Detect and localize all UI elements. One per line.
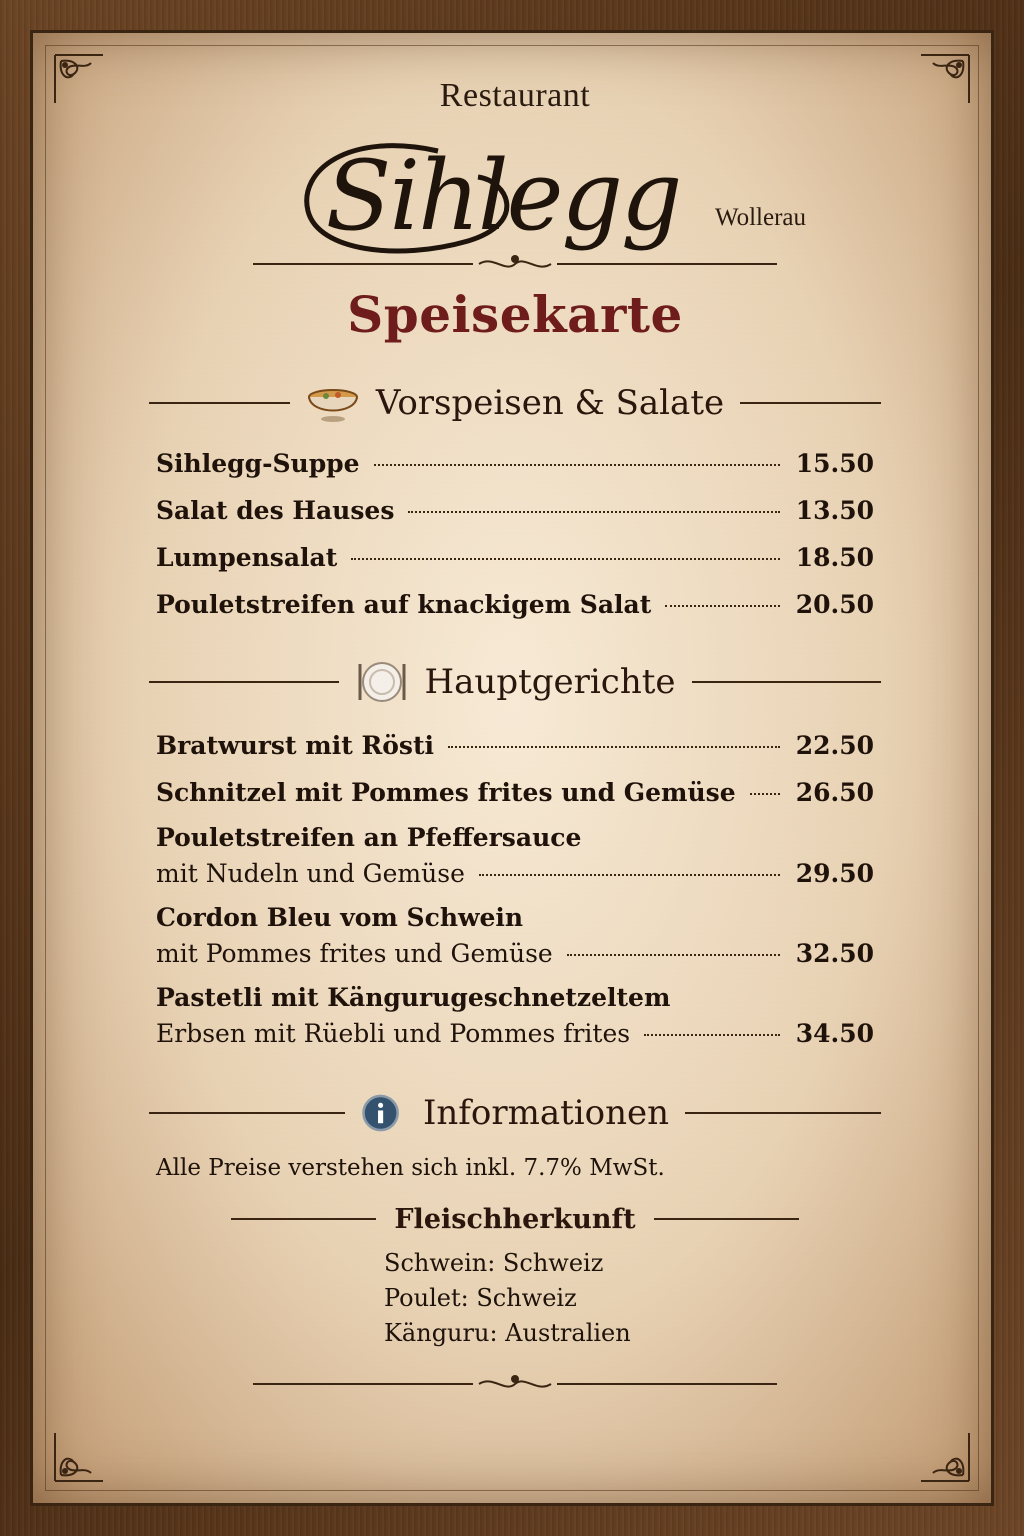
- dish-name: Pouletstreifen auf knackigem Salat: [156, 590, 652, 619]
- dish-description: mit Nudeln und Gemüse: [156, 859, 465, 888]
- divider-line: [149, 681, 339, 683]
- dish-description: Erbsen mit Rüebli und Pommes frites: [156, 1019, 631, 1048]
- menu-item: [156, 778, 874, 807]
- dish-name: Salat des Hauses: [156, 496, 395, 525]
- dish-price: 15.50: [795, 449, 874, 478]
- menu-item: [156, 939, 874, 968]
- section-header-starters: [133, 378, 897, 428]
- soup-bowl-icon: [306, 381, 360, 425]
- section-header-info: [133, 1088, 897, 1138]
- divider-line: [231, 1218, 376, 1220]
- dot-leader: [479, 874, 780, 876]
- dot-leader: [374, 464, 780, 466]
- dish-price: 20.50: [795, 590, 874, 619]
- origin-title: Fleischherkunft: [394, 1203, 636, 1235]
- dot-leader: [567, 954, 780, 956]
- dish-description: mit Pommes frites und Gemüse: [156, 939, 553, 968]
- divider-ornament-icon: [253, 1373, 777, 1395]
- menu-item: [156, 449, 874, 478]
- page-title: Speisekarte: [347, 285, 683, 344]
- divider-line: [692, 681, 882, 683]
- origin-item: Schwein: Schweiz: [384, 1249, 604, 1277]
- dish-price: 34.50: [795, 1019, 874, 1048]
- corner-ornament-icon: [917, 1429, 973, 1485]
- info-icon: [361, 1091, 407, 1135]
- dot-leader: [408, 511, 780, 513]
- dot-leader: [644, 1034, 780, 1036]
- dish-name: Schnitzel mit Pommes frites und Gemüse: [156, 778, 736, 807]
- dish-name: Pouletstreifen an Pfeffersauce: [156, 823, 582, 852]
- section-title: Vorspeisen & Salate: [375, 383, 725, 423]
- dish-price: 18.50: [795, 543, 874, 572]
- dot-leader: [665, 605, 780, 607]
- dish-name: Cordon Bleu vom Schwein: [156, 903, 524, 932]
- divider-ornament-icon: [253, 253, 777, 275]
- dish-price: 13.50: [795, 496, 874, 525]
- divider-line: [149, 1112, 345, 1114]
- origin-header: [213, 1199, 817, 1239]
- restaurant-label: Restaurant: [439, 77, 591, 114]
- dot-leader: [351, 558, 780, 560]
- divider-line: [740, 402, 881, 404]
- dish-name: Bratwurst mit Rösti: [156, 731, 435, 760]
- dish-name: Lumpensalat: [156, 543, 338, 572]
- divider-line: [654, 1218, 799, 1220]
- brand-name: Sihlegg: [325, 140, 681, 252]
- menu-item: [156, 543, 874, 572]
- section-title: Hauptgerichte: [424, 662, 676, 702]
- plate-cutlery-icon: [355, 660, 409, 704]
- dish-name: Sihlegg-Suppe: [156, 449, 360, 478]
- origin-item: Känguru: Australien: [384, 1319, 631, 1347]
- dot-leader: [448, 746, 780, 748]
- section-header-mains: [133, 657, 897, 707]
- dish-price: 26.50: [795, 778, 874, 807]
- origin-item: Poulet: Schweiz: [384, 1284, 577, 1312]
- dot-leader: [750, 793, 780, 795]
- dish-price: 29.50: [795, 859, 874, 888]
- dish-price: 32.50: [795, 939, 874, 968]
- divider-line: [685, 1112, 881, 1114]
- dish-name: Pastetli mit Kängurugeschnetzeltem: [156, 983, 671, 1012]
- menu-paper: [30, 30, 994, 1506]
- menu-item: [156, 1019, 874, 1048]
- section-title: Informationen: [422, 1093, 670, 1133]
- vat-note: Alle Preise verstehen sich inkl. 7.7% MwSt.: [156, 1155, 665, 1181]
- menu-item: [156, 496, 874, 525]
- menu-item: [156, 859, 874, 888]
- corner-ornament-icon: [51, 1429, 107, 1485]
- location-label: Wollerau: [715, 204, 807, 231]
- divider-line: [149, 402, 290, 404]
- menu-item: [156, 590, 874, 619]
- menu-item: [156, 731, 874, 760]
- dish-price: 22.50: [795, 731, 874, 760]
